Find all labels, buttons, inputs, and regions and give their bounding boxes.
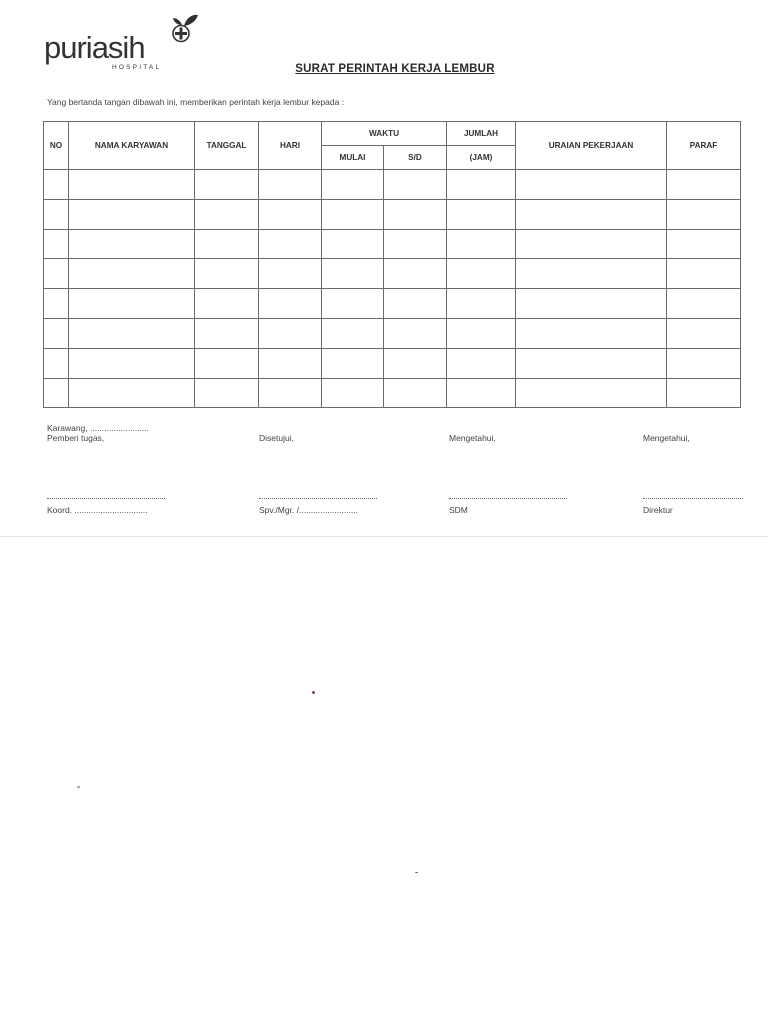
table-cell[interactable] <box>69 348 195 378</box>
table-cell[interactable] <box>516 378 667 408</box>
table-cell[interactable] <box>259 229 322 259</box>
table-cell[interactable] <box>259 318 322 348</box>
table-row <box>44 378 741 408</box>
table-cell[interactable] <box>447 348 516 378</box>
table-cell[interactable] <box>259 199 322 229</box>
table-cell[interactable] <box>322 259 384 289</box>
signature-line-3 <box>449 498 567 499</box>
leaf-cross-icon <box>170 12 200 46</box>
header-jam: (JAM) <box>447 146 516 170</box>
table-cell[interactable] <box>667 348 741 378</box>
table-cell[interactable] <box>44 318 69 348</box>
table-cell[interactable] <box>195 378 259 408</box>
table-cell[interactable] <box>322 199 384 229</box>
table-cell[interactable] <box>44 348 69 378</box>
table-cell[interactable] <box>322 318 384 348</box>
table-cell[interactable] <box>447 318 516 348</box>
table-cell[interactable] <box>516 170 667 200</box>
table-row <box>44 348 741 378</box>
header-uraian-pekerjaan: URAIAN PEKERJAAN <box>516 122 667 170</box>
table-cell[interactable] <box>195 289 259 319</box>
logo-wordmark: puriasih <box>44 30 145 65</box>
signature-line-2 <box>259 498 377 499</box>
table-cell[interactable] <box>447 378 516 408</box>
header-sd: S/D <box>384 146 447 170</box>
table-cell[interactable] <box>447 199 516 229</box>
place-date-line: Karawang, ......................... <box>47 423 150 433</box>
table-cell[interactable] <box>44 378 69 408</box>
table-cell[interactable] <box>447 229 516 259</box>
scan-speck <box>415 872 418 873</box>
overtime-table <box>43 121 741 408</box>
table-cell[interactable] <box>259 289 322 319</box>
title-direktur: Direktur <box>643 505 673 515</box>
table-cell[interactable] <box>322 289 384 319</box>
table-row <box>44 170 741 200</box>
table-cell[interactable] <box>259 378 322 408</box>
table-cell[interactable] <box>259 348 322 378</box>
table-cell[interactable] <box>259 259 322 289</box>
table-cell[interactable] <box>195 170 259 200</box>
table-cell[interactable] <box>195 229 259 259</box>
table-cell[interactable] <box>384 348 447 378</box>
table-cell[interactable] <box>195 259 259 289</box>
table-cell[interactable] <box>667 318 741 348</box>
scan-speck <box>77 786 80 788</box>
role-mengetahui-sdm: Mengetahui, <box>449 433 496 443</box>
table-cell[interactable] <box>195 199 259 229</box>
table-cell[interactable] <box>516 229 667 259</box>
table-cell[interactable] <box>69 318 195 348</box>
table-cell[interactable] <box>322 348 384 378</box>
table-row <box>44 199 741 229</box>
header-tanggal: TANGGAL <box>195 122 259 170</box>
table-cell[interactable] <box>69 289 195 319</box>
title-koord: Koord. ............................... <box>47 505 148 515</box>
table-cell[interactable] <box>384 229 447 259</box>
table-cell[interactable] <box>69 259 195 289</box>
header-mulai: MULAI <box>322 146 384 170</box>
table-cell[interactable] <box>195 348 259 378</box>
document-title: SURAT PERINTAH KERJA LEMBUR <box>295 63 495 75</box>
table-cell[interactable] <box>322 378 384 408</box>
table-cell[interactable] <box>667 170 741 200</box>
hospital-logo <box>44 12 204 70</box>
table-cell[interactable] <box>44 199 69 229</box>
header-paraf: PARAF <box>667 122 741 170</box>
table-row <box>44 259 741 289</box>
logo-subtext: HOSPITAL <box>112 64 162 71</box>
signature-line-1 <box>47 498 165 499</box>
table-cell[interactable] <box>667 229 741 259</box>
table-cell[interactable] <box>384 289 447 319</box>
table-cell[interactable] <box>69 229 195 259</box>
table-row <box>44 289 741 319</box>
header-nama-karyawan: NAMA KARYAWAN <box>69 122 195 170</box>
table-cell[interactable] <box>447 259 516 289</box>
table-row <box>44 229 741 259</box>
table-cell[interactable] <box>384 259 447 289</box>
table-cell[interactable] <box>667 199 741 229</box>
table-cell[interactable] <box>516 348 667 378</box>
table-cell[interactable] <box>384 378 447 408</box>
table-cell[interactable] <box>667 289 741 319</box>
page-fold-line <box>0 536 768 537</box>
table-cell[interactable] <box>44 289 69 319</box>
table-cell[interactable] <box>516 318 667 348</box>
header-no: NO <box>44 122 69 170</box>
role-mengetahui-direktur: Mengetahui, <box>643 433 690 443</box>
table-cell[interactable] <box>384 318 447 348</box>
header-hari: HARI <box>259 122 322 170</box>
table-cell[interactable] <box>384 170 447 200</box>
role-pemberi-tugas: Pemberi tugas, <box>47 433 105 443</box>
table-cell[interactable] <box>667 259 741 289</box>
table-cell[interactable] <box>322 229 384 259</box>
table-cell[interactable] <box>516 289 667 319</box>
table-cell[interactable] <box>44 259 69 289</box>
table-cell[interactable] <box>516 259 667 289</box>
header-jumlah: JUMLAH <box>447 122 516 146</box>
table-cell[interactable] <box>447 289 516 319</box>
table-cell[interactable] <box>44 229 69 259</box>
table-row <box>44 318 741 348</box>
table-cell[interactable] <box>69 199 195 229</box>
title-sdm: SDM <box>449 505 468 515</box>
table-cell[interactable] <box>384 199 447 229</box>
role-disetujui: Disetujui, <box>259 433 294 443</box>
title-spv-mgr: Spv./Mgr. /......................... <box>259 505 359 515</box>
table-cell[interactable] <box>44 170 69 200</box>
table-cell[interactable] <box>322 170 384 200</box>
table-cell[interactable] <box>69 378 195 408</box>
header-waktu: WAKTU <box>322 122 447 146</box>
table-cell[interactable] <box>516 199 667 229</box>
table-cell[interactable] <box>195 318 259 348</box>
signature-line-4 <box>643 498 743 499</box>
table-cell[interactable] <box>447 170 516 200</box>
scan-speck <box>312 691 315 694</box>
intro-text: Yang bertanda tangan dibawah ini, memberikan perintah kerja lembur kepada : <box>47 97 345 107</box>
table-cell[interactable] <box>259 170 322 200</box>
table-cell[interactable] <box>667 378 741 408</box>
table-cell[interactable] <box>69 170 195 200</box>
